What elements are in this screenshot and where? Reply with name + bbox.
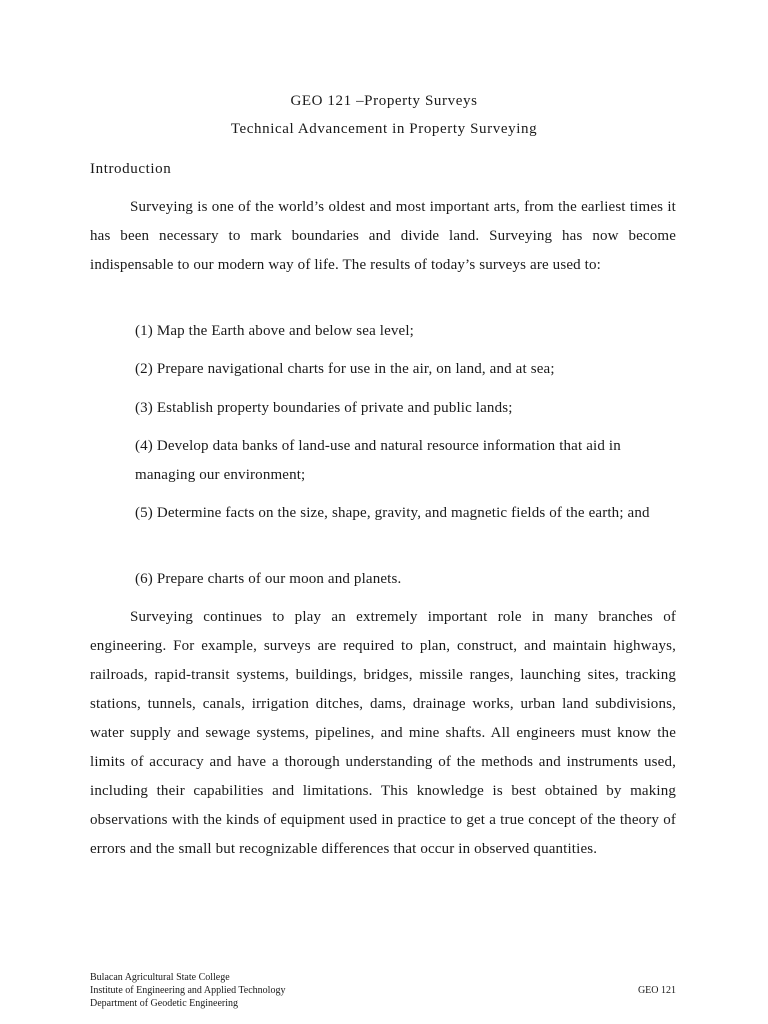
list-item: (5) Determine facts on the size, shape, gravity, and magnetic fields of the earth; and bbox=[135, 505, 650, 521]
list-item: (2) Prepare navigational charts for use in the air, on land, and at sea; bbox=[135, 361, 555, 377]
body-paragraph: Surveying continues to play an extremely important role in many branches of engineering. For example, surveys are required to plan, construct, and maintain highways, railroads, rapid-transit systems, buildings, bridges, missile ranges, launching sites, tracking stations, tunnels, canals, irrigation ditches, dams, drainage works, urban land subdivisions, water supply and sewage systems, pipelines, and mine shafts. All engineers must know the limits of accuracy and have a thorough understanding of the methods and instruments used, including their capabilities and limitations. This knowledge is best obtained by making observations with the kinds of equipment used in practice to get a true concept of the theory of errors and the small but recognizable differences that occur in observed quantities. bbox=[90, 609, 676, 857]
list-item: (1) Map the Earth above and below sea level; bbox=[135, 323, 414, 339]
document-subtitle: Technical Advancement in Property Surveying bbox=[230, 121, 538, 137]
document-title: GEO 121 –Property Surveys bbox=[290, 93, 478, 109]
footer-course-code: GEO 121 bbox=[637, 985, 676, 996]
footer-institution bbox=[90, 971, 285, 1010]
list-item: (6) Prepare charts of our moon and planets. bbox=[135, 571, 402, 587]
intro-paragraph: Surveying is one of the world’s oldest and most important arts, from the earliest times it has been necessary to mark boundaries and divide land. Surveying has now become indispensable to our modern way of life. The results of today’s surveys are used to: bbox=[90, 199, 676, 273]
footer-department: Department of Geodetic Engineering bbox=[90, 998, 238, 1009]
footer-institute: Institute of Engineering and Applied Technology bbox=[90, 985, 286, 996]
list-item: (3) Establish property boundaries of private and public lands; bbox=[135, 400, 513, 416]
section-heading: Introduction bbox=[90, 161, 172, 177]
footer-college: Bulacan Agricultural State College bbox=[90, 972, 230, 983]
list-item: (4) Develop data banks of land-use and natural resource information that aid in managing our environment; bbox=[135, 438, 621, 483]
